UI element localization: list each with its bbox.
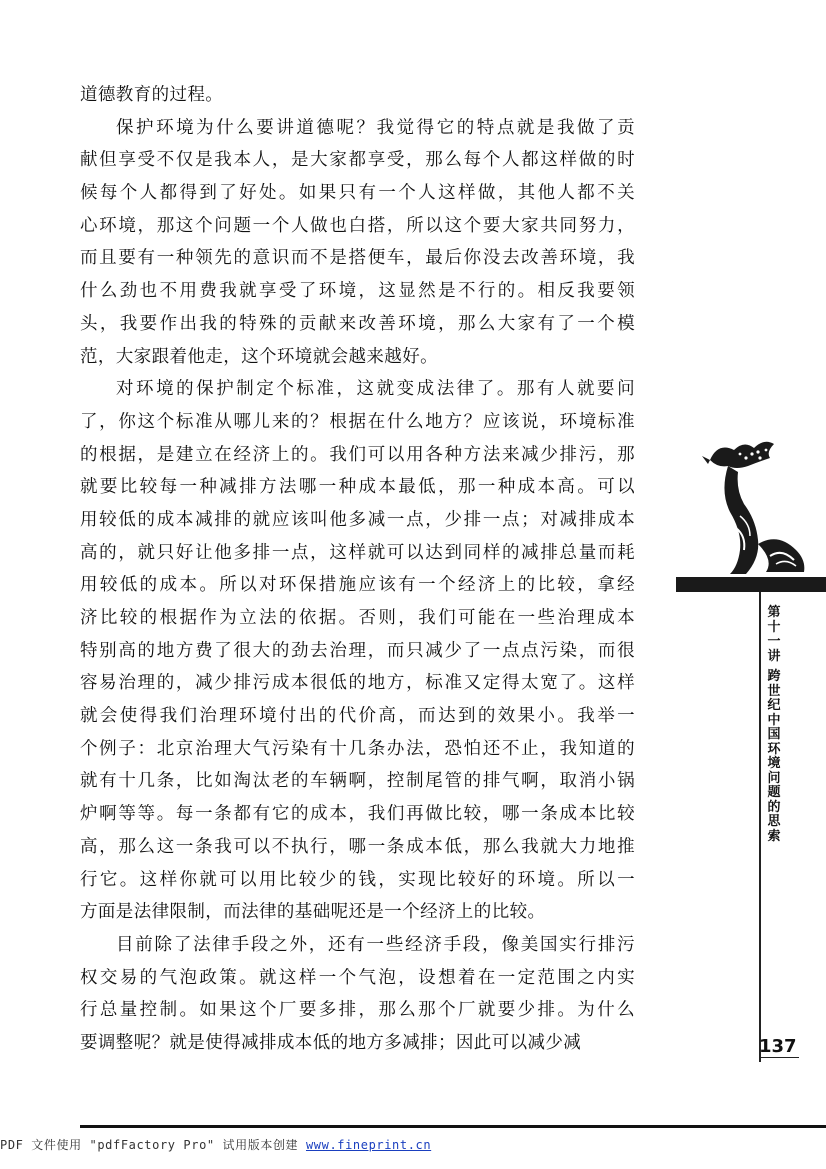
page-number: 137	[759, 1036, 797, 1057]
text-line: 高的，就只好让他多排一点，这样就可以达到同样的减排总量而耗	[80, 542, 635, 563]
text-line: 头，我要作出我的特殊的贡献来改善环境，那么大家有了一个模	[80, 313, 635, 334]
chapter-title-char: 环	[767, 741, 781, 757]
text-line: 用较低的成本减排的就应该叫他多减一点，少排一点；对减排成本	[80, 509, 635, 530]
chapter-title-char: 世	[767, 683, 781, 699]
footer-rule	[80, 1125, 826, 1128]
text-line: 就会使得我们治理环境付出的代价高，而达到的效果小。我举一	[80, 706, 635, 727]
chapter-title-char: 讲	[767, 648, 781, 664]
text-line: 权交易的气泡政策。就这样一个气泡，设想着在一定范围之内实	[80, 967, 635, 988]
sidebar-rule	[759, 592, 761, 1062]
text-line: 高，那么这一条我可以不执行，哪一条成本低，那么我就大力地推	[80, 836, 635, 857]
text-line: 献但享受不仅是我本人，是大家都享受，那么每个人都这样做的时	[80, 150, 635, 171]
chapter-title-char: 的	[767, 799, 781, 815]
text-line: 什么劲也不用费我就享受了环境，这显然是不行的。相反我要领	[80, 281, 635, 302]
text-line: 要调整呢？就是使得减排成本低的地方多减排；因此可以减少减	[80, 1032, 582, 1053]
chapter-title-char: 一	[767, 634, 781, 649]
text-line: 保护环境为什么要讲道德呢？我觉得它的特点就是我做了贡	[116, 117, 635, 138]
text-line: 道德教育的过程。	[80, 85, 224, 105]
pdf-footer	[0, 1136, 431, 1153]
text-line: 特别高的地方费了很大的劲去治理，而只减少了一点点污染，而很	[80, 640, 635, 661]
text-line: 用较低的成本。所以对环保措施应该有一个经济上的比较，拿经	[80, 575, 635, 596]
text-line: 对环境的保护制定个标准，这就变成法律了。那有人就要问	[116, 379, 635, 400]
chapter-title-vertical	[764, 606, 784, 844]
chapter-tab-band	[676, 577, 826, 592]
chapter-title-char: 问	[767, 770, 781, 786]
chapter-title-char: 十	[767, 619, 781, 635]
text-line: 容易治理的，减少排污成本很低的地方，标准又定得太宽了。这样	[80, 673, 635, 694]
text-line: 了，你这个标准从哪儿来的？根据在什么地方？应该说，环境标准	[80, 411, 635, 432]
chapter-title-char: 第	[767, 605, 781, 620]
body-text	[80, 79, 635, 1060]
text-line: 济比较的根据作为立法的依据。否则，我们可能在一些治理成本	[80, 608, 635, 628]
text-line: 行它。这样你就可以用比较少的钱，实现比较好的环境。所以一	[80, 869, 635, 890]
text-line: 个例子：北京治理大气污染有十几条办法，恐怕还不止，我知道的	[80, 738, 635, 759]
text-line: 范，大家跟着他走，这个环境就会越来越好。	[80, 346, 438, 367]
text-line: 心环境，那这个问题一个人做也白搭，所以这个要大家共同努力，	[80, 215, 635, 236]
text-line: 而且要有一种领先的意识而不是搭便车，最后你没去改善环境，我	[80, 248, 635, 269]
text-line: 目前除了法律手段之外，还有一些经济手段，像美国实行排污	[116, 934, 635, 955]
chapter-title-char: 索	[767, 828, 781, 844]
text-line: 就要比较每一种减排方法哪一种成本最低，那一种成本高。可以	[80, 477, 635, 498]
chapter-title-char: 纪	[767, 698, 781, 713]
text-line: 的根据，是建立在经济上的。我们可以用各种方法来减少排污，那	[80, 444, 635, 465]
chapter-title-char: 国	[767, 727, 781, 742]
chapter-title-char: 境	[767, 756, 781, 771]
chapter-title-char: 中	[767, 712, 781, 728]
text-line: 候每个人都得到了好处。如果只有一个人这样做，其他人都不关	[80, 183, 635, 204]
text-line: 行总量控制。如果这个厂要多排，那么那个厂就要少排。为什么	[80, 1000, 635, 1021]
chapter-title-char: 题	[767, 785, 781, 800]
bird-ornament-icon	[700, 432, 810, 584]
chapter-title-char: 思	[767, 814, 781, 829]
footer-link[interactable]: www.fineprint.cn	[305, 1138, 432, 1152]
chapter-title-char: 跨	[767, 669, 781, 684]
text-line: 就有十几条，比如淘汰老的车辆啊，控制尾管的排气啊，取消小锅	[80, 771, 635, 792]
text-line: 炉啊等等。每一条都有它的成本，我们再做比较，哪一条成本比较	[80, 804, 635, 825]
text-line: 方面是法律限制，而法律的基础呢还是一个经济上的比较。	[80, 902, 546, 923]
footer-text: PDF 文件使用 "pdfFactory Pro" 试用版本创建	[0, 1138, 306, 1152]
